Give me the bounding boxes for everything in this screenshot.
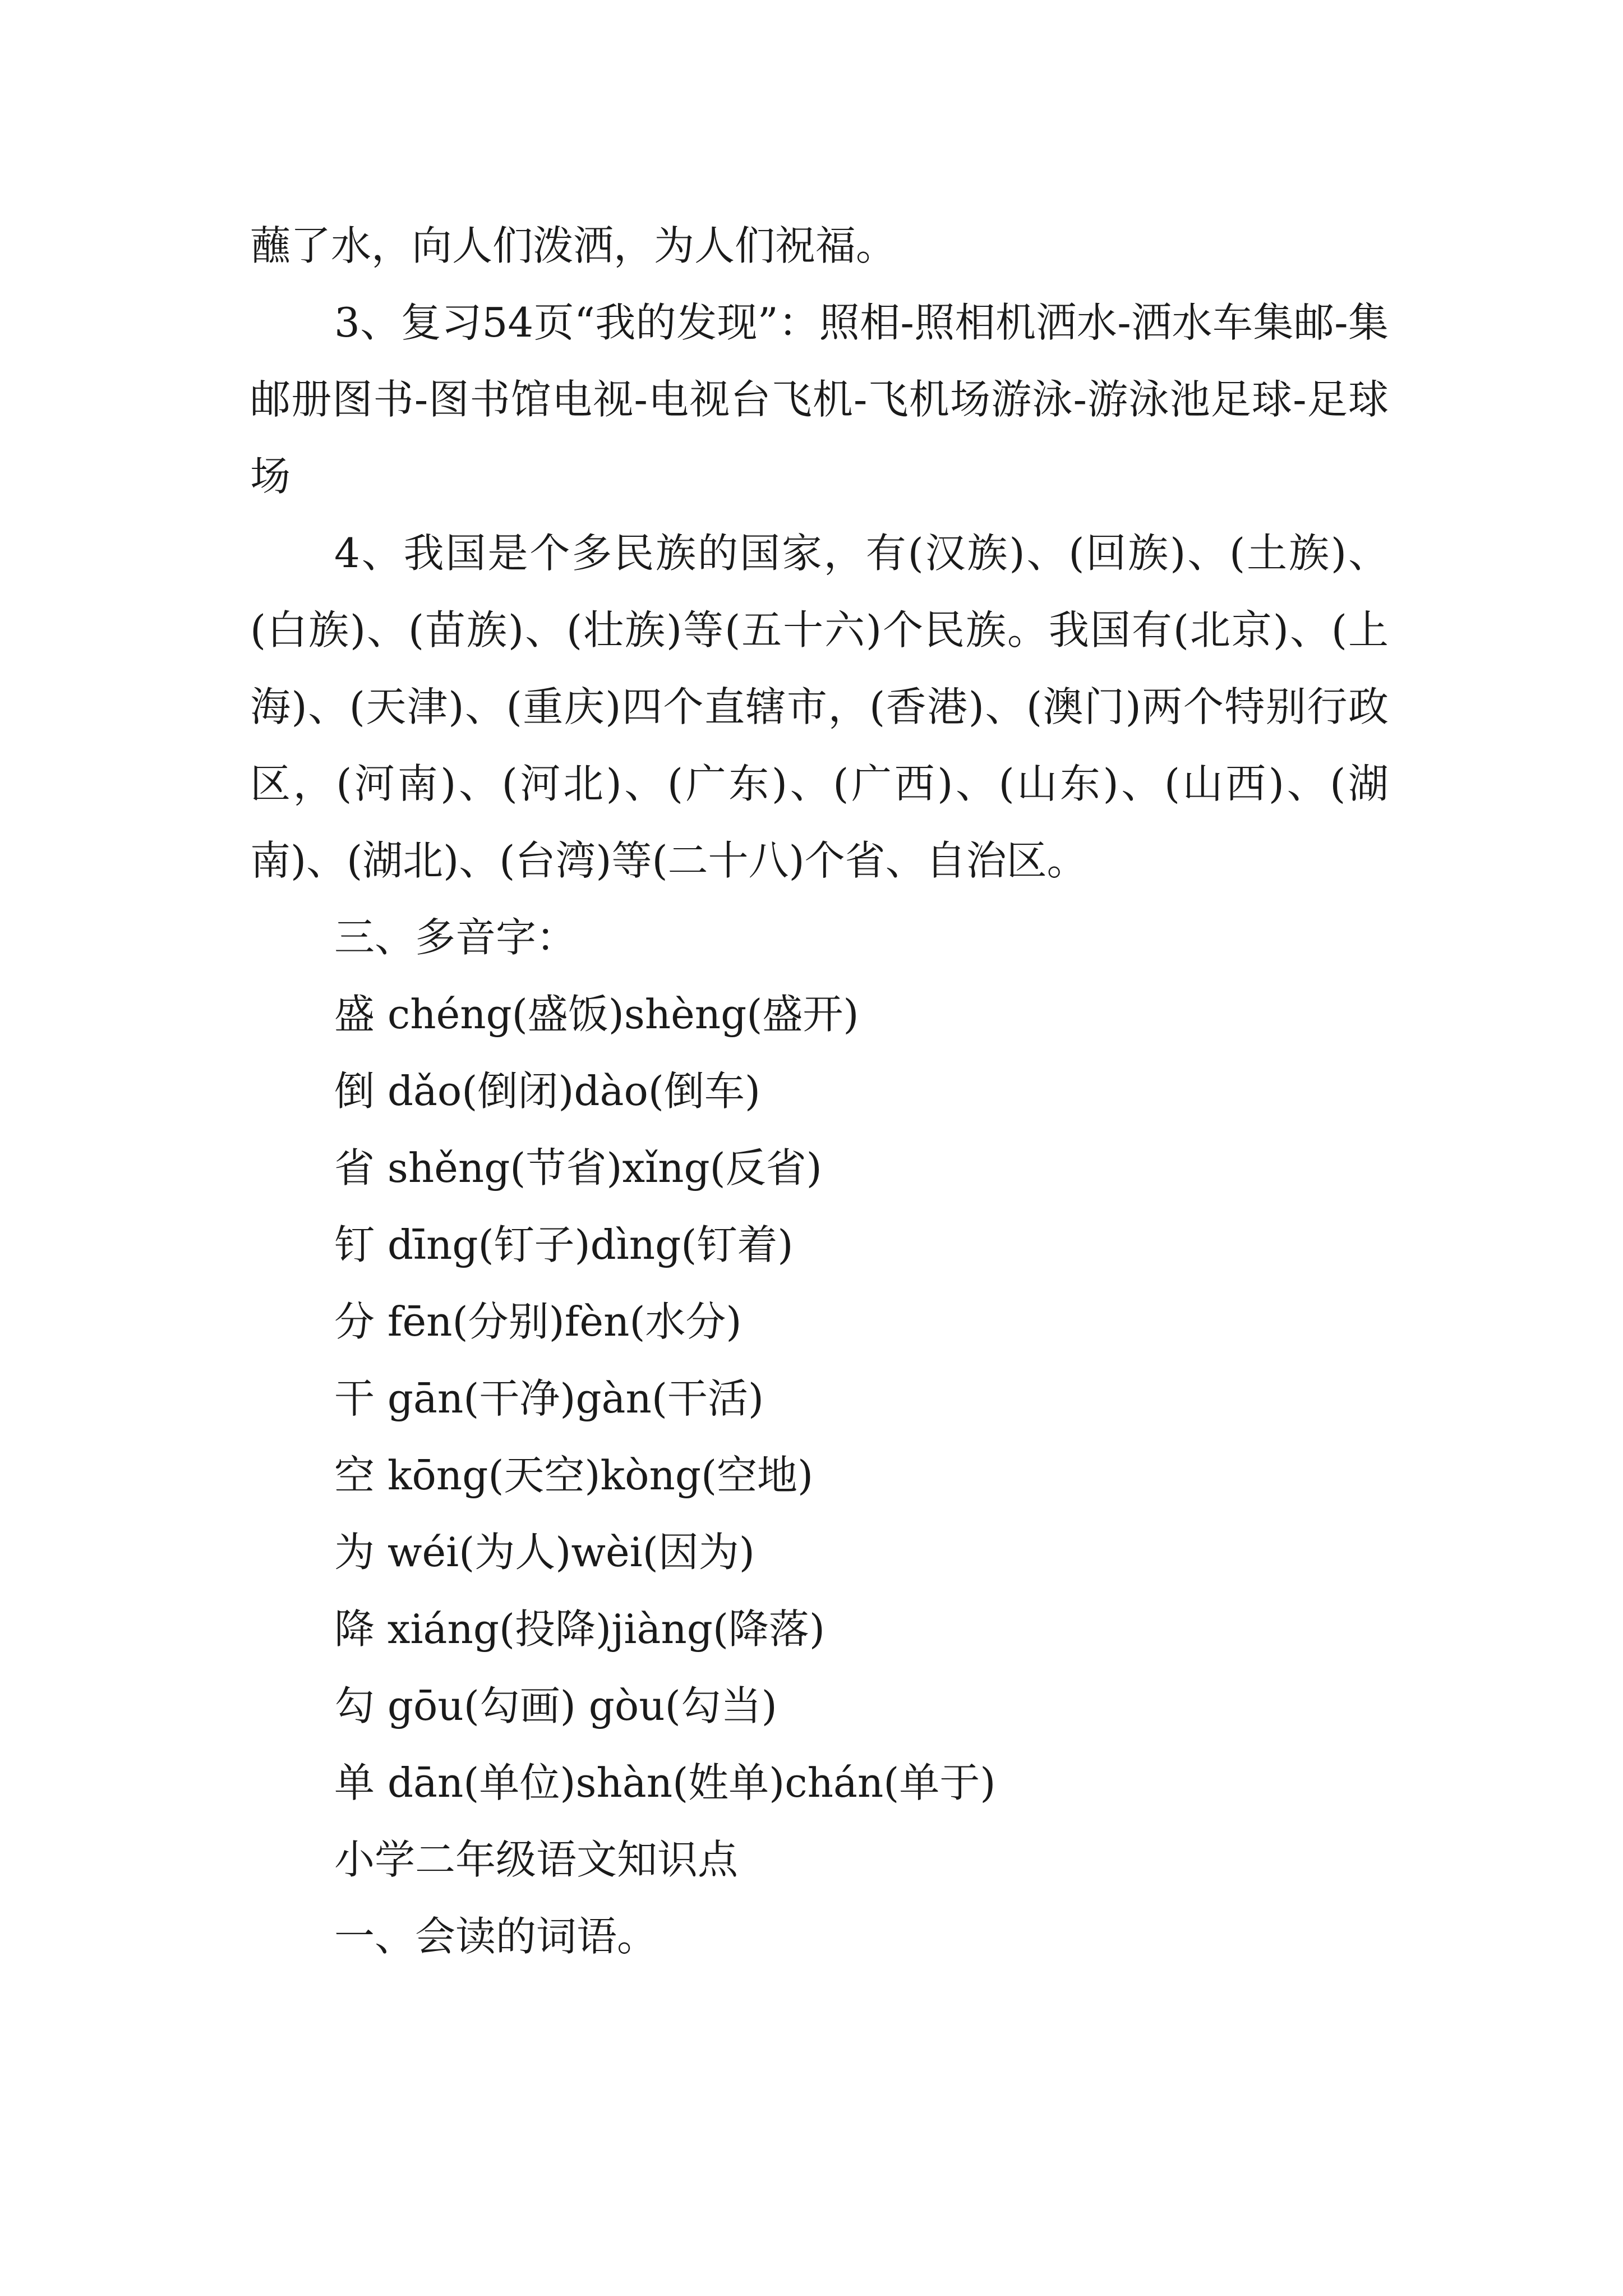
paragraph-ethnic-groups: 4、我国是个多民族的国家，有(汉族)、(回族)、(土族)、(白族)、(苗族)、(壮族)等(五十六)个民族。我国有(北京)、(上海)、(天津)、(重庆)四个直辖市，(香港)、(澳门)两个特别行政区，(河南)、(河北)、(广东)、(广西)、(山东)、(山西)、(湖南)、(湖北)、(台湾)等(二十八)个省、自治区。	[250, 530, 1389, 884]
polyphone-heading: 三、多音字：	[334, 914, 577, 961]
polyphone-item: 分 fēn(分别)fèn(水分)	[334, 1298, 742, 1345]
polyphone-item: 空 kōng(天空)kòng(空地)	[334, 1452, 814, 1499]
polyphone-item: 勾 gōu(勾画) gòu(勾当)	[334, 1682, 777, 1729]
polyphone-item: 省 shěng(节省)xǐng(反省)	[334, 1144, 822, 1191]
paragraph-my-discovery: 3、复习54页“我的发现”：照相-照相机洒水-洒水车集邮-集邮册图书-图书馆电视-电视台飞机-飞机场游泳-游泳池足球-足球场	[250, 299, 1389, 500]
polyphone-item: 降 xiáng(投降)jiàng(降落)	[334, 1605, 826, 1653]
polyphone-list	[250, 976, 1389, 1821]
polyphone-item: 盛 chéng(盛饭)shèng(盛开)	[334, 991, 859, 1038]
paragraph-water-blessing: 蘸了水，向人们泼洒，为人们祝福。	[250, 222, 897, 269]
polyphone-item: 干 gān(干净)gàn(干活)	[334, 1375, 764, 1422]
polyphone-item: 钉 dīng(钉子)dìng(钉着)	[334, 1221, 794, 1268]
subsection-title: 一、会读的词语。	[334, 1913, 658, 1960]
section-title: 小学二年级语文知识点	[334, 1836, 739, 1883]
polyphone-item: 为 wéi(为人)wèi(因为)	[334, 1529, 755, 1576]
polyphone-item: 倒 dǎo(倒闭)dào(倒车)	[334, 1068, 760, 1115]
document-body	[250, 208, 1389, 1975]
polyphone-item: 单 dān(单位)shàn(姓单)chán(单于)	[334, 1759, 996, 1806]
